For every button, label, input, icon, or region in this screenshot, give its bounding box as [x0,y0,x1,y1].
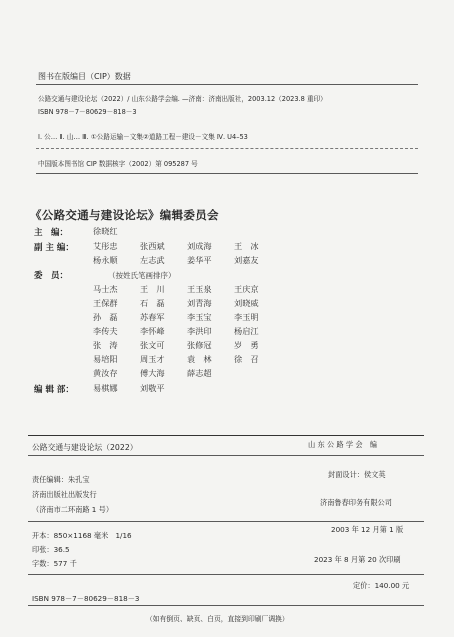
deputy-name: 张西斌 [140,241,165,251]
chief-editor-name: 徐晓红 [93,226,118,236]
publisher-address: （济南市二环南路 1 号） [32,505,114,514]
cip-heading: 图书在版编目（CIP）数据 [38,72,131,81]
member-name: 马士杰 [93,284,118,294]
cip-top-rule [36,84,418,85]
reprint-info: 2023 年 8 月第 20 次印刷 [314,555,401,564]
editorial-dept-label: 编 辑 部： [34,385,74,395]
cover-designer: 封面设计：侯文英 [328,470,386,479]
member-name: 孙 磊 [93,312,118,322]
member-name: 周玉才 [140,354,165,364]
word-count: 字数：577 千 [32,559,77,568]
member-name: 黄汝存 [93,368,118,378]
cip-isbn: ISBN 978－7－80629－818－3 [38,108,137,116]
member-name: 薛志超 [187,368,212,378]
format-info: 开本：850×1168 毫米 1/16 [32,531,132,540]
member-name: 王玉泉 [187,284,212,294]
imprint-middle-rule [28,521,424,522]
imprint-bottom-rule [28,605,424,606]
chief-editor-label: 主 编： [34,228,69,238]
responsible-editor: 责任编辑：朱孔宝 [32,475,90,484]
member-name: 刘晓威 [234,298,259,308]
deputy-name: 姜华平 [187,255,212,265]
deputy-name: 杨永顺 [93,255,118,265]
deputy-name: 刘嘉友 [234,255,259,265]
member-name: 张 涛 [93,340,118,350]
committee-title: 《公路交通与建设论坛》编辑委员会 [30,208,219,222]
deputy-name: 艾彤忠 [93,241,118,251]
cip-classification: Ⅰ. 公… Ⅱ. 山… Ⅲ. ①公路运输－文集②道路工程－建设－文集 Ⅳ. U4–53 [38,133,248,141]
editorial-member: 刘敬平 [140,383,165,393]
cip-number: 中国版本图书馆 CIP 数据核字（2002）第 095287 号 [38,160,198,168]
member-name: 袁 林 [187,354,212,364]
member-name: 张文可 [140,340,165,350]
member-name: 李洪印 [187,326,212,336]
first-edition: 2003 年 12 月第 1 版 [331,525,404,534]
cip-bottom-rule [36,173,418,174]
print-sheets: 印张：36.5 [32,545,70,554]
deputy-name: 刘成海 [187,241,212,251]
printer: 济南鲁春印务有限公司 [320,498,392,507]
deputy-editor-label: 副 主 编： [34,243,74,253]
bottom-isbn: ISBN 978－7－80629－818－3 [32,594,140,603]
imprint-top-rule [28,435,424,436]
deputy-name: 王 冰 [234,241,259,251]
member-name: 王 川 [140,284,165,294]
defect-notice: （如有倒页、缺页、白页，直接到印刷厂调换） [146,615,289,623]
member-name: 王保群 [93,298,118,308]
member-name: 王庆京 [234,284,259,294]
imprint-lower-rule [28,574,424,575]
imprint-book-title: 公路交通与建设论坛（2022） [32,443,138,452]
editorial-member: 易棋娜 [93,383,118,393]
imprint-title-rule [28,455,424,456]
cip-divider [36,148,418,149]
member-name: 刘青海 [187,298,212,308]
member-name: 易培阳 [93,354,118,364]
member-name: 石 磊 [140,298,165,308]
member-name: 岁 勇 [234,340,259,350]
members-label: 委 员： [34,271,69,281]
member-name: 苏春军 [140,312,165,322]
members-sort-note: （按姓氏笔画排序） [108,271,176,280]
imprint-author: 山 东 公 路 学 会 编 [308,440,377,449]
deputy-name: 左志武 [140,255,165,265]
cip-catalog-line: 公路交通与建设论坛（2022）/ 山东公路学会编. —济南：济南出版社，2003.12（2023.8 重印） [38,95,327,103]
member-name: 徐 召 [234,354,259,364]
member-name: 李玉明 [234,312,259,322]
price: 定价：140.00 元 [353,581,410,590]
publisher: 济南出版社出版发行 [32,490,97,499]
member-name: 傅大海 [140,368,165,378]
member-name: 杨启江 [234,326,259,336]
member-name: 李怀峰 [140,326,165,336]
member-name: 李传夫 [93,326,118,336]
member-name: 李玉宝 [187,312,212,322]
member-name: 张修冠 [187,340,212,350]
